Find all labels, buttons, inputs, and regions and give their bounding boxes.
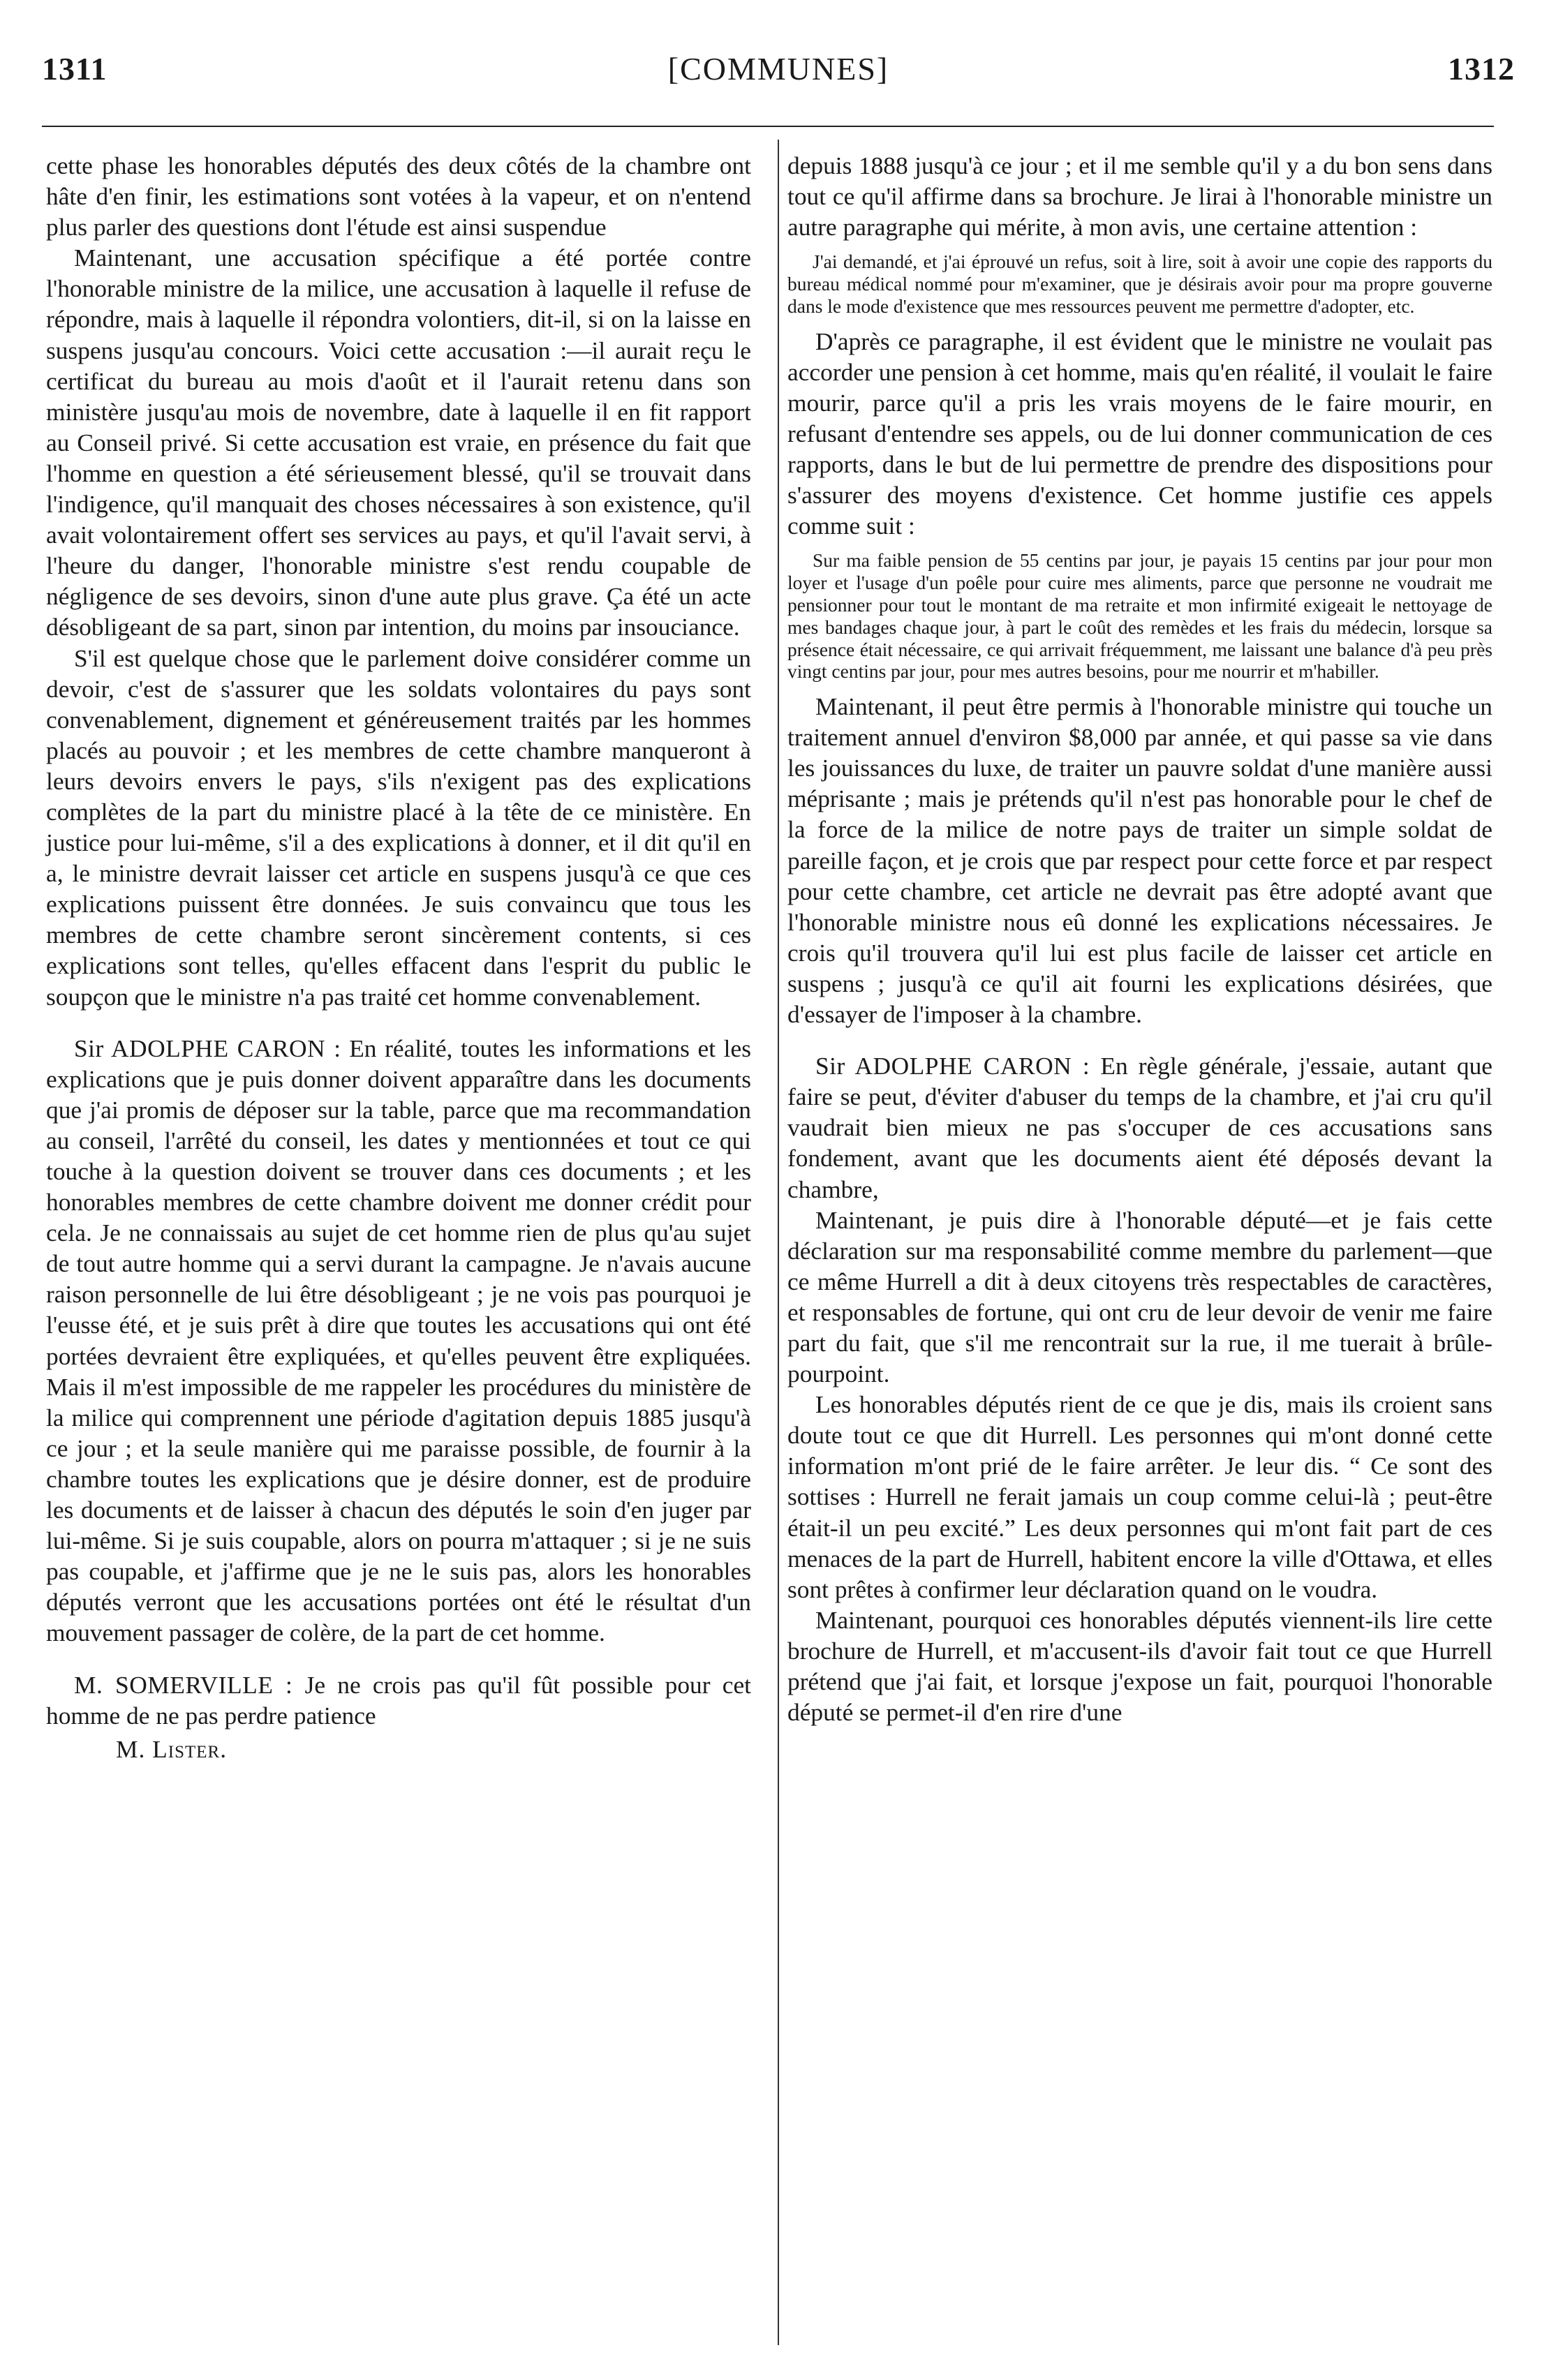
left-column (46, 150, 751, 1764)
page-number-right: 1312 (1448, 51, 1515, 87)
paragraph: Les honorables députés rient de ce que je dis, mais ils croient sans doute tout ce que dit Hurrell. Les personnes qui m'ont donné cette information m'ont prié de le faire arrêter. Je leur dis. “ Ce sont des sottises : Hurrell ne ferait jamais un coup comme celui-là ; peut-être était-il un peu excité.” Les deux personnes qui m'ont fait part de ces menaces de la part de Hurrell, habitent encore la ville d'Ottawa, et elles sont prêtes à confirmer leur déclaration quand on le voudra. (787, 1390, 1492, 1603)
paragraph: depuis 1888 jusqu'à ce jour ; et il me semble qu'il y a du bon sens dans tout ce qu'il affirme dans sa brochure. Je lirai à l'honorable ministre un autre paragraphe qui mérite, à mon avis, une certaine attention : (787, 151, 1492, 241)
speaker-name: Sir ADOLPHE CARON : (74, 1034, 341, 1062)
right-column (787, 150, 1492, 1727)
page-header (42, 50, 1515, 92)
column-divider (778, 140, 779, 2345)
paragraph: Maintenant, je puis dire à l'honorable député—et je fais cette déclaration sur ma responsabilité comme membre du parlement—que ce même Hurrell a dit à deux citoyens très respectables de caractères, et responsables de fortune, qui ont cru de leur devoir de venir me faire part du fait, que s'il me rencontrait sur la rue, il me tuerait à brûle-pourpoint. (787, 1205, 1492, 1388)
paragraph: S'il est quelque chose que le parlement doive considérer comme un devoir, c'est de s'assurer que les soldats volontaires du pays sont convenablement, dignement et généreusement traités par les hommes placés au pouvoir ; et les membres de cette chambre manqueront à leurs devoirs envers le pays, s'ils n'exigent pas des explications complètes de la part du ministre placé à la tête de ce ministère. En justice pour lui-même, s'il a des explications à donner, et il dit qu'il en a, le ministre devrait laisser cet article en suspens jusqu'à ce que ces explications puissent être données. Je suis convaincu que tous les membres de cette chambre seront sincèrement contents, si ces explications sont telles, qu'elles effacent dans l'esprit du public le soupçon que le ministre n'a pas traité cet homme convenablement. (46, 644, 751, 1011)
speech-text: Je ne crois pas qu'il fût possible pour cet homme de ne pas perdre patience (46, 1670, 751, 1730)
paragraph: Maintenant, pourquoi ces honorables députés viennent-ils lire cette brochure de Hurrell, et m'accusent-ils d'avoir fait tout ce que Hurrell prétend que j'ai fait, et lorsque j'expose un fait, pourquoi l'honorable député se permet-il d'en rire d'une (787, 1605, 1492, 1727)
paragraph: cette phase les honorables députés des deux côtés de la chambre ont hâte d'en finir, les estimations sont votées à la vapeur, et on n'entend plus parler des questions dont l'étude est ainsi suspendue (46, 151, 751, 241)
speech-paragraph (46, 1669, 751, 1731)
paragraph: Maintenant, il peut être permis à l'honorable ministre qui touche un traitement annuel d'environ $8,000 par année, et qui passe sa vie dans les jouissances du luxe, de traiter un pauvre soldat d'une manière aussi méprisante ; mais je prétends qu'il n'est pas honorable pour le chef de la force de la milice de notre pays de traiter un simple soldat de pareille façon, et je crois que par respect pour cette force et par respect pour cette chambre, cet article ne devrait pas être adopté avant que l'honorable ministre nous eû donné les explications nécessaires. Je crois qu'il trouvera qu'il lui est plus facile de laisser cet article en suspens ; jusqu'à ce qu'il ait fourni les explications désirées, que d'essayer de l'imposer à la chambre. (787, 692, 1492, 1029)
block-quote: J'ai demandé, et j'ai éprouvé un refus, soit à lire, soit à avoir une copie des rapports du bureau médical nommé pour m'examiner, que je désirais avoir pour ma propre gouverne dans le mode d'existence que mes ressources peuvent me permettre d'adopter, etc. (787, 251, 1492, 317)
speaker-name: M. SOMERVILLE : (74, 1670, 293, 1699)
header-rule (42, 126, 1494, 127)
speech-text: En réalité, toutes les informations et les explications que je puis donner doivent apparaître dans les documents que j'ai promis de déposer sur la table, parce que ma recommandation au conseil, l'arrêté du conseil, les dates y mentionnées et tout ce qui touche à la question doivent se trouver dans ces documents ; et les honorables membres de cette chambre doivent me donner crédit pour cela. Je ne connaissais au sujet de cet homme rien de plus qu'au sujet de tout autre homme qui a servi durant la campagne. Je n'avais aucune raison personnelle de lui être désobligeant ; je ne vois pas pourquoi je l'eusse été, et je suis prêt à dire que toutes les accusations qui ont été portées devraient être expliquées, et qu'elles peuvent être expliquées. Mais il m'est impossible de me rappeler les procédures du ministère de la milice qui comprennent une période d'agitation depuis 1885 jusqu'à ce jour ; et la seule manière qui me paraisse possible, de fournir à la chambre toutes les explications que je désire donner, est de produire les documents et de laisser à chacun des députés le soin d'en juger par lui-même. Si je suis coupable, alors on pourra m'attaquer ; si je ne suis pas coupable, et j'affirme que je ne le suis pas, alors les honorables députés verront que les accusations portées ont été le résultat d'un mouvement passager de colère, de la part de cet homme. (46, 1034, 751, 1647)
speech-text: En règle générale, j'essaie, autant que faire se peut, d'éviter d'abuser du temps de la chambre, et j'ai cru qu'il vaudrait bien mieux ne pas s'occuper de ces accusations sans fondement, avant que les documents aient été déposés devant la chambre, (787, 1052, 1492, 1203)
page-number-left: 1311 (42, 51, 108, 87)
running-title: [COMMUNES] (667, 51, 889, 87)
speaker-name: Sir ADOLPHE CARON : (815, 1052, 1090, 1080)
speech-paragraph (787, 1050, 1492, 1204)
block-quote: Sur ma faible pension de 55 centins par jour, je payais 15 centins par jour pour mon loyer et l'usage d'un poêle pour cuire mes aliments, parce que personne ne voudrait me pensionner pour tout le montant de ma retraite et mon infirmité exigeait le nettoyage de mes bandages chaque jour, à part le coût des remèdes et les frais du médecin, lorsque sa présence était nécessaire, ce qui arrivait fréquemment, me laissant une balance d'à peu près vingt centins par jour, pour mes autres besoins, pour me nourrir et m'habiller. (787, 549, 1492, 683)
paragraph: Maintenant, une accusation spécifique a été portée contre l'honorable ministre de la milice, une accusation à laquelle il refuse de répondre, mais à laquelle il répondra volontiers, dit-il, si on la laisse en suspens jusqu'au concours. Voici cette accusation :—il aurait reçu le certificat du bureau au mois d'août et il l'aurait retenu dans son ministère jusqu'au mois de novembre, date à laquelle il en fit rapport au Conseil privé. Si cette accusation est vraie, en présence du fait que l'homme en question a été sérieusement blessé, qu'il se trouvait dans l'indigence, qu'il manquait des choses nécessaires à son existence, qu'il avait volontairement offert ses services au pays, et qu'il l'avait servi, à l'heure du danger, l'honorable ministre s'est rendu coupable de négligence de ses devoirs, sinon d'une aute plus grave. Ça été un acte désobligeant de sa part, sinon par intention, du moins par insouciance. (46, 244, 751, 641)
speech-paragraph (46, 1033, 751, 1649)
signature-line: M. Lister. (116, 1734, 228, 1763)
paragraph: D'après ce paragraphe, il est évident que le ministre ne voulait pas accorder une pension à cet homme, mais qu'en réalité, il voulait le faire mourir, parce qu'il a pris les vrais moyens de le faire mourir, en refusant d'entendre ses appels, ou de lui donner communication de ces rapports, dans le but de lui permettre de prendre des dispositions pour s'assurer des moyens d'existence. Cet homme justifie ces appels comme suit : (787, 327, 1492, 540)
